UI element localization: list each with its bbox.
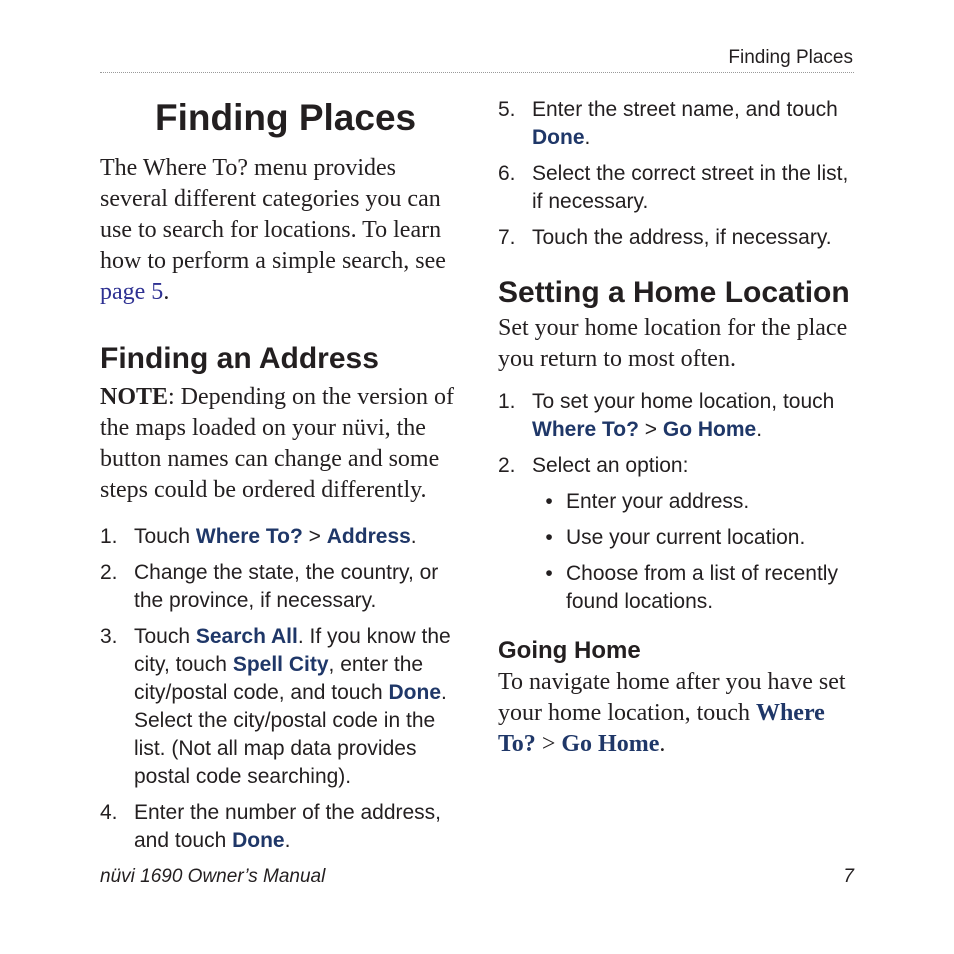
step-text-part: To set your home location, touch [532,390,835,413]
step-text: Change the state, the country, or the province, if necessary. [134,561,439,612]
step-text-part: Enter the number of the address, and touch [134,801,442,852]
step-number: 7. [498,226,516,249]
going-home-paragraph [498,667,860,760]
step-number: 2. [498,454,516,477]
go-home-term: Go Home [561,731,660,757]
step-text-part: . [756,418,763,441]
list-item [100,799,460,855]
where-to-term: Where To? [498,700,825,757]
finding-address-heading: Finding an Address [100,342,379,375]
step-text: Select an option: [532,454,689,477]
step-text-part: Enter the street name, and touch [532,98,838,121]
go-home-term: Go Home [662,418,757,441]
step-text-part: , enter the city/postal code, and touch [134,653,424,704]
step-text: Select the correct street in the list, if necessary. [532,162,849,213]
footer-manual-title: nüvi 1690 Owner’s Manual [100,866,326,887]
search-all-term: Search All [195,625,298,648]
step-text-part: Touch [134,625,196,648]
step-number: 5. [498,98,516,121]
step-text [134,523,460,551]
list-item [532,488,860,516]
list-item [532,560,860,616]
step-number: 1. [498,390,516,413]
list-item [100,523,460,551]
intro-end: . [163,279,170,305]
step-number: 4. [100,801,118,824]
address-term: Address [326,525,411,548]
step-text-part: . Select the city/postal code in the list. (Not all map data provides postal code searching). [134,681,447,788]
done-term: Done [232,829,285,852]
intro-paragraph [100,153,460,308]
list-item [532,524,860,552]
header-rule [100,72,854,73]
option-text: Choose from a list of recently found locations. [566,562,838,613]
list-item [498,96,860,152]
where-to-term: Where To? [532,418,639,441]
step-number: 3. [100,625,118,648]
step-text-part: . If you know the city, touch [134,625,451,676]
bullet-icon: • [545,562,553,585]
where-to-term: Where To? [195,525,303,548]
step-number: 1. [100,525,118,548]
page-number: 7 [843,866,854,887]
option-text: Use your current location. [566,526,806,549]
option-text: Enter your address. [566,490,750,513]
list-item [498,388,860,444]
left-column [100,90,460,863]
going-home-text: To navigate home after you have set your home location, touch [498,669,846,726]
step-text-part: . [410,525,417,548]
step-text-part: . [284,829,291,852]
going-home-end: . [659,731,666,757]
step-text: Touch the address, if necessary. [532,226,832,249]
step-text [532,96,860,152]
step-text [532,388,860,444]
spell-city-term: Spell City [232,653,329,676]
step-text-part: . [584,126,591,149]
address-steps-continued [498,96,860,252]
address-steps [100,523,460,855]
done-term: Done [532,126,585,149]
list-item [100,623,460,791]
home-intro-paragraph: Set your home location for the place you return to most often. [498,315,848,372]
going-home-heading: Going Home [498,637,641,664]
home-location-heading: Setting a Home Location [498,276,850,309]
page-5-link[interactable]: page 5 [100,279,164,305]
step-text-part: > [638,418,663,441]
home-options [498,488,860,616]
step-text [134,799,460,855]
page-title: Finding Places [155,97,417,138]
bullet-icon: • [545,526,553,549]
bullet-icon: • [545,490,553,513]
list-item [498,224,860,252]
list-item [498,452,860,480]
note-text: : Depending on the version of the maps loaded on your nüvi, the button names can change and some steps could be ordered differently. [100,384,454,503]
done-term: Done [388,681,441,704]
intro-text: The Where To? menu provides several different categories you can use to search for locations. To learn how to perform a simple search, see [100,155,446,274]
right-column [498,96,860,760]
note-label: NOTE [100,384,169,410]
list-item [498,160,860,216]
step-text [134,623,460,791]
step-number: 2. [100,561,118,584]
step-number: 6. [498,162,516,185]
step-text-part: Touch [134,525,196,548]
home-steps [498,388,860,480]
note-paragraph [100,382,460,506]
going-home-sep: > [535,731,562,757]
list-item [100,559,460,615]
step-text-part: > [302,525,327,548]
running-head: Finding Places [728,47,853,68]
